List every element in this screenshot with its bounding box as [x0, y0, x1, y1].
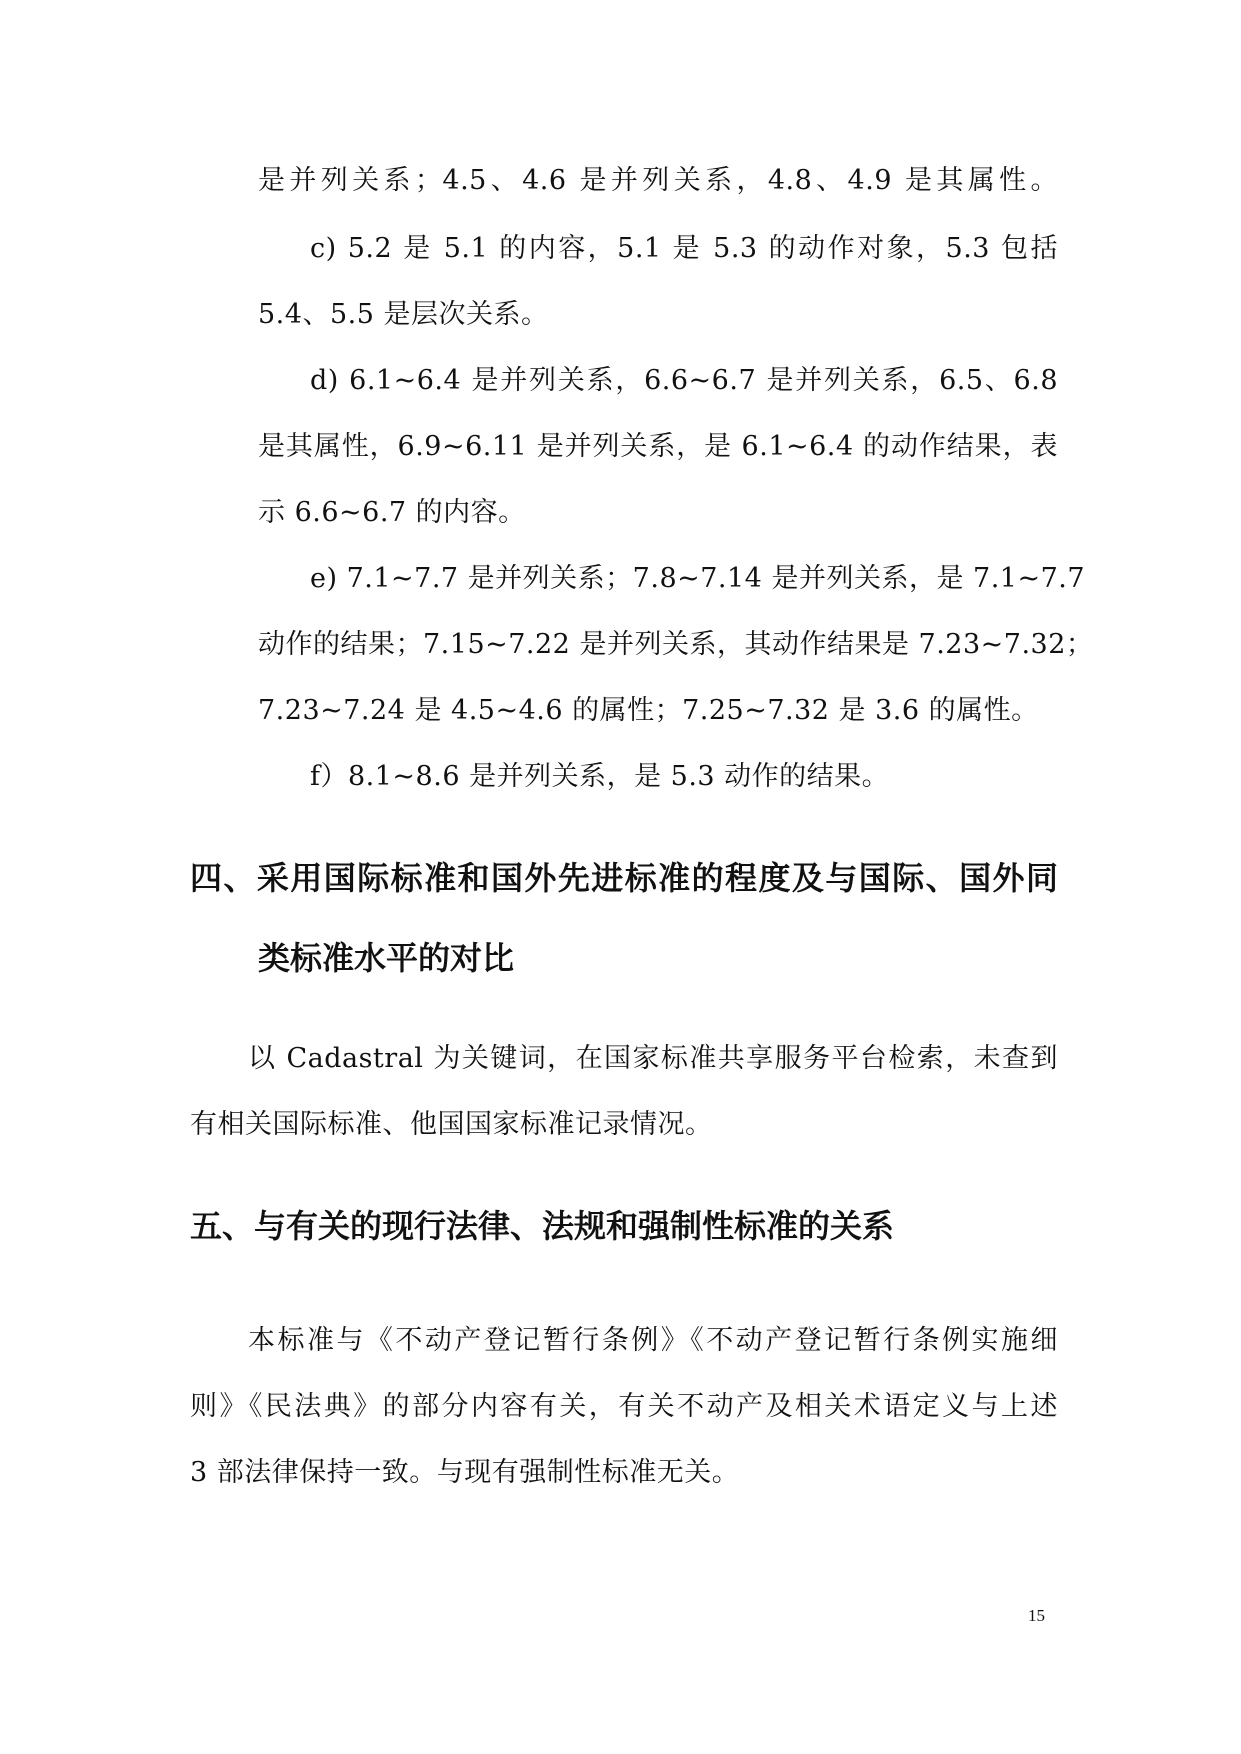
text-line-b-end: 是并列关系；4.5、4.6 是并列关系，4.8、4.9 是其属性。	[258, 165, 1058, 196]
text-line-item-e-2: 动作的结果；7.15~7.22 是并列关系，其动作结果是 7.23~7.32；	[258, 629, 1094, 660]
text-line-item-f-1: f）8.1~8.6 是并列关系，是 5.3 动作的结果。	[310, 761, 890, 792]
page-number: 15	[1028, 1606, 1045, 1625]
section-4-heading-line-1: 四、采用国际标准和国外先进标准的程度及与国际、国外同	[190, 859, 1058, 897]
text-line-item-d-3: 示 6.6~6.7 的内容。	[258, 497, 526, 528]
section-4-heading-line-2: 类标准水平的对比	[258, 939, 515, 977]
text-line-item-e-1: e) 7.1~7.7 是并列关系；7.8~7.14 是并列关系，是 7.1~7.7	[310, 563, 1086, 594]
section-4-paragraph-line-2: 有相关国际标准、他国国家标准记录情况。	[190, 1109, 713, 1140]
section-5-heading: 五、与有关的现行法律、法规和强制性标准的关系	[190, 1207, 895, 1245]
section-5-paragraph-line-2: 则》《民法典》的部分内容有关，有关不动产及相关术语定义与上述	[190, 1391, 1058, 1422]
text-line-item-d-2: 是其属性，6.9~6.11 是并列关系，是 6.1~6.4 的动作结果，表	[258, 431, 1058, 462]
text-line-item-e-3: 7.23~7.24 是 4.5~4.6 的属性；7.25~7.32 是 3.6 的属性。	[258, 695, 1039, 726]
section-5-paragraph-line-3: 3 部法律保持一致。与现有强制性标准无关。	[190, 1457, 740, 1488]
text-line-item-d-1: d) 6.1~6.4 是并列关系，6.6~6.7 是并列关系，6.5、6.8	[310, 365, 1058, 396]
text-line-item-c-2: 5.4、5.5 是层次关系。	[258, 299, 549, 330]
section-5-paragraph-line-1: 本标准与《不动产登记暂行条例》《不动产登记暂行条例实施细	[248, 1325, 1058, 1356]
section-4-paragraph-line-1: 以 Cadastral 为关键词，在国家标准共享服务平台检索，未查到	[248, 1043, 1058, 1074]
text-line-item-c-1: c) 5.2 是 5.1 的内容，5.1 是 5.3 的动作对象，5.3 包括	[310, 233, 1058, 264]
